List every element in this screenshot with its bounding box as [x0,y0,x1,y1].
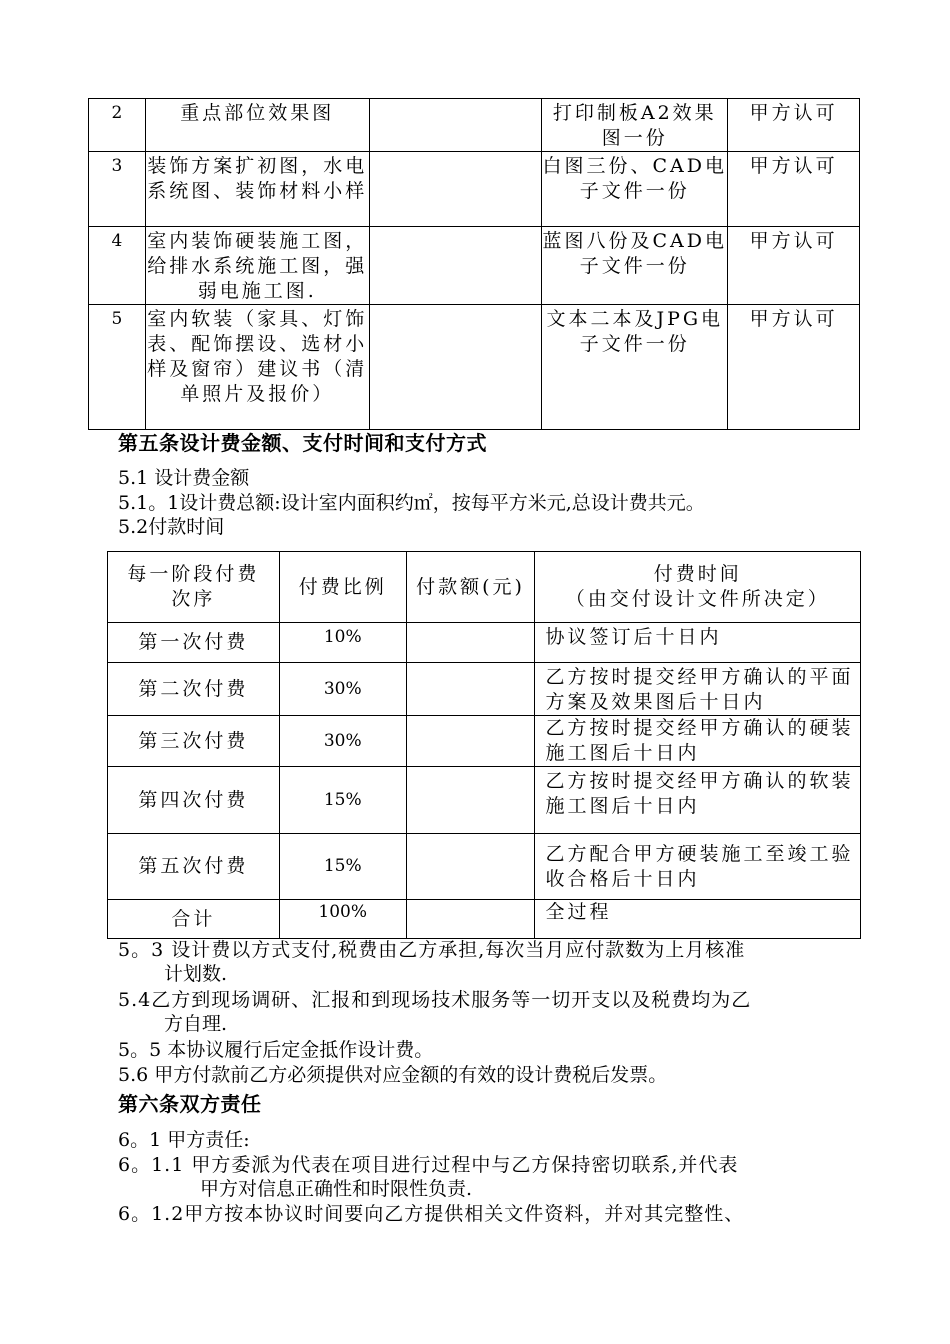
clause-5-6: 5.6 甲方付款前乙方必须提供对应金额的有效的设计费税后发票。 [118,1064,668,1086]
payment-time: 乙方配合甲方硬装施工至竣工验收合格后十日内 [535,834,861,900]
deliverable-format: 文本二本及JPG电子文件一份 [542,305,728,430]
row-number: 3 [89,152,146,227]
clause-5-3-cont: 计划数. [164,963,228,985]
payment-time: 乙方按时提交经甲方确认的平面方案及效果图后十日内 [535,663,861,716]
section-5-heading: 第五条设计费金额、支付时间和支付方式 [118,431,487,455]
table-row [89,227,860,305]
payment-time: 乙方按时提交经甲方确认的软装施工图后十日内 [535,767,861,834]
payment-ratio: 30% [279,716,406,767]
payment-time: 乙方按时提交经甲方确认的硬装施工图后十日内 [535,716,861,767]
table-header-row [108,552,861,623]
blank-cell [369,227,542,305]
table-row [108,767,861,834]
deliverable-format: 白图三份、CAD电子文件一份 [542,152,728,227]
header-time-line2: （由交付设计文件所决定） [565,588,830,610]
table-row [108,900,861,939]
blank-cell [369,99,542,152]
row-number: 4 [89,227,146,305]
row-number: 5 [89,305,146,430]
clause-6-1-1: 6。1.1 甲方委派为代表在项目进行过程中与乙方保持密切联系,并代表 [118,1154,739,1176]
clause-6-1: 6。1 甲方责任: [118,1129,250,1151]
table-row [108,663,861,716]
deliverable-item: 室内装饰硬装施工图，给排水系统施工图，强弱电施工图. [145,227,369,305]
section-6-heading: 第六条双方责任 [118,1092,262,1116]
clause-5-4-cont: 方自理. [164,1013,228,1035]
payment-stage: 合计 [108,900,280,939]
payment-stage: 第五次付费 [108,834,280,900]
header-time [535,552,861,623]
header-time-line1: 付费时间 [653,563,742,585]
clause-5-4: 5.4乙方到现场调研、汇报和到现场技术服务等一切开支以及税费均为乙 [118,989,752,1011]
table-row [108,623,861,663]
clause-5-1-1: 5.1。1设计费总额:设计室内面积约㎡，按每平方米元,总设计费共元。 [118,492,705,514]
table-row [108,716,861,767]
payment-amount [406,716,535,767]
clause-5-3: 5。3 设计费以方式支付,税费由乙方承担,每次当月应付款数为上月核准 [118,939,746,961]
table-row [89,305,860,430]
payment-amount [406,834,535,900]
payment-time: 协议签订后十日内 [535,623,861,663]
approval-cell: 甲方认可 [728,152,860,227]
payment-amount [406,623,535,663]
payment-stage: 第四次付费 [108,767,280,834]
payment-ratio: 15% [279,834,406,900]
clause-5-5: 5。5 本协议履行后定金抵作设计费。 [118,1039,434,1061]
payment-amount [406,900,535,939]
clause-5-2: 5.2付款时间 [118,516,225,538]
deliverable-item: 室内软装（家具、灯饰表、配饰摆设、选材小样及窗帘）建议书（清单照片及报价） [145,305,369,430]
deliverable-item: 装饰方案扩初图，水电系统图、装饰材料小样 [145,152,369,227]
payment-table [107,551,861,939]
payment-time: 全过程 [535,900,861,939]
header-amount: 付款额(元) [406,552,535,623]
approval-cell: 甲方认可 [728,99,860,152]
clause-6-1-2: 6。1.2甲方按本协议时间要向乙方提供相关文件资料，并对其完整性、 [118,1203,745,1225]
clause-5-1: 5.1 设计费金额 [118,467,250,489]
clause-6-1-1-cont: 甲方对信息正确性和时限性负责. [200,1178,473,1200]
blank-cell [369,305,542,430]
header-stage: 每一阶段付费次序 [108,552,280,623]
table-row [108,834,861,900]
approval-cell: 甲方认可 [728,227,860,305]
table-row [89,152,860,227]
deliverable-item: 重点部位效果图 [145,99,369,152]
payment-ratio: 100% [279,900,406,939]
deliverables-table [88,98,860,430]
payment-amount [406,663,535,716]
payment-ratio: 15% [279,767,406,834]
row-number: 2 [89,99,146,152]
payment-ratio: 10% [279,623,406,663]
deliverable-format: 蓝图八份及CAD电子文件一份 [542,227,728,305]
payment-stage: 第三次付费 [108,716,280,767]
table-row [89,99,860,152]
header-ratio: 付费比例 [279,552,406,623]
payment-stage: 第二次付费 [108,663,280,716]
deliverable-format: 打印制板A2效果图一份 [542,99,728,152]
approval-cell: 甲方认可 [728,305,860,430]
blank-cell [369,152,542,227]
payment-ratio: 30% [279,663,406,716]
payment-stage: 第一次付费 [108,623,280,663]
payment-amount [406,767,535,834]
